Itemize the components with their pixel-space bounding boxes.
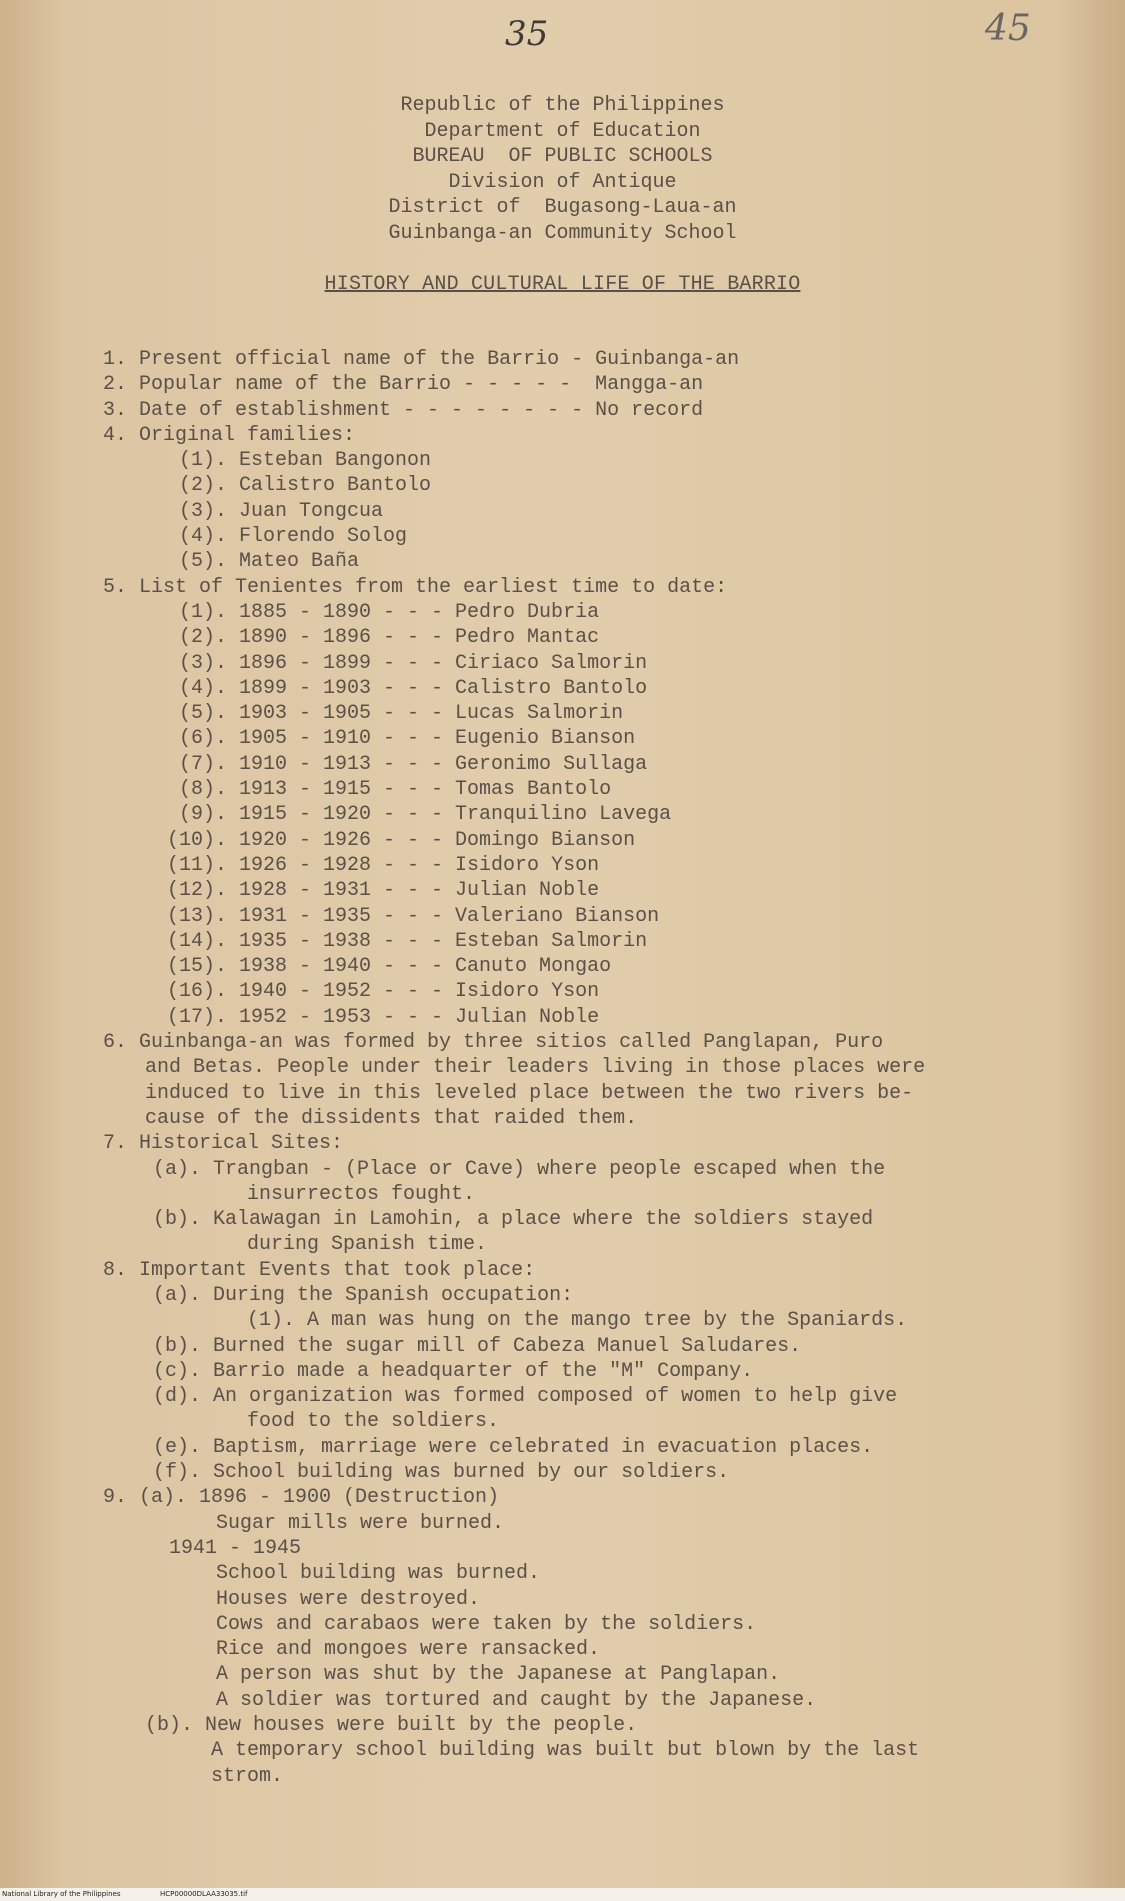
teniente-entry: (16). 1940 - 1952 - - - Isidoro Yson <box>167 980 600 1004</box>
destruction-entry: Rice and mongoes were ransacked. <box>216 1638 601 1662</box>
item-2: 2. Popular name of the Barrio - - - - - Mangga-an <box>103 373 704 397</box>
event-entry-continued: food to the soldiers. <box>247 1410 500 1434</box>
letterhead-line: Department of Education <box>424 119 701 143</box>
teniente-entry: (14). 1935 - 1938 - - - Esteban Salmorin <box>167 929 648 953</box>
teniente-entry: (11). 1926 - 1928 - - - Isidoro Yson <box>167 853 600 877</box>
teniente-entry: (13). 1931 - 1935 - - - Valeriano Bianson <box>167 904 660 928</box>
family-entry: (5). Mateo Baña <box>179 550 360 574</box>
event-entry: (b). Burned the sugar mill of Cabeza Manuel Saludares. <box>153 1334 802 1358</box>
item-8: 8. Important Events that took place: <box>103 1258 536 1282</box>
destruction-entry: Sugar mills were burned. <box>216 1511 505 1535</box>
teniente-entry: (6). 1905 - 1910 - - - Eugenio Bianson <box>179 727 636 751</box>
teniente-entry: (2). 1890 - 1896 - - - Pedro Mantac <box>179 626 600 650</box>
historical-site-continued: insurrectos fought. <box>247 1182 476 1206</box>
item-6: 6. Guinbanga-an was formed by three sitios called Panglapan, Puro <box>103 1031 884 1055</box>
event-entry: (c). Barrio made a headquarter of the "M" Company. <box>153 1359 754 1383</box>
teniente-entry: (8). 1913 - 1915 - - - Tomas Bantolo <box>179 778 612 802</box>
event-entry: (f). School building was burned by our soldiers. <box>153 1461 730 1485</box>
item-6-continued: cause of the dissidents that raided them. <box>145 1106 638 1130</box>
period-heading: 1941 - 1945 <box>169 1536 302 1560</box>
footer-filename: HCP00000DLAA33035.tif <box>160 1890 248 1898</box>
item-6-continued: and Betas. People under their leaders living in those places were <box>145 1056 926 1080</box>
scan-footer <box>0 1888 1125 1901</box>
document-body <box>103 347 1103 1789</box>
teniente-entry: (12). 1928 - 1931 - - - Julian Noble <box>167 879 600 903</box>
teniente-entry: (9). 1915 - 1920 - - - Tranquilino Lavega <box>179 803 672 827</box>
item-9: 9. (a). 1896 - 1900 (Destruction) <box>103 1486 500 1510</box>
rebuilding-entry-continued: A temporary school building was built but blown by the last <box>211 1739 920 1763</box>
teniente-entry: (17). 1952 - 1953 - - - Julian Noble <box>167 1005 600 1029</box>
footer-source: National Library of the Philippines <box>2 1890 121 1898</box>
family-entry: (1). Esteban Bangonon <box>179 449 432 473</box>
rebuilding-entry-continued: strom. <box>211 1764 284 1788</box>
letterhead-line: Republic of the Philippines <box>400 94 725 117</box>
destruction-entry: Houses were destroyed. <box>216 1587 481 1611</box>
document-title: HISTORY AND CULTURAL LIFE OF THE BARRIO <box>324 273 801 296</box>
destruction-entry: A soldier was tortured and caught by the Japanese. <box>216 1688 817 1712</box>
item-3: 3. Date of establishment - - - - - - - - No record <box>103 398 704 422</box>
destruction-entry: A person was shut by the Japanese at Panglapan. <box>216 1663 781 1687</box>
item-6-continued: induced to live in this leveled place between the two rivers be- <box>145 1081 914 1105</box>
family-entry: (3). Juan Tongcua <box>179 499 384 523</box>
letterhead-line: Division of Antique <box>448 170 677 194</box>
historical-site: (a). Trangban - (Place or Cave) where people escaped when the <box>153 1157 886 1181</box>
teniente-entry: (10). 1920 - 1926 - - - Domingo Bianson <box>167 828 636 852</box>
page-number-annotation: 35 <box>505 14 549 54</box>
teniente-entry: (4). 1899 - 1903 - - - Calistro Bantolo <box>179 676 648 700</box>
teniente-entry: (15). 1938 - 1940 - - - Canuto Mongao <box>167 955 612 979</box>
teniente-entry: (7). 1910 - 1913 - - - Geronimo Sullaga <box>179 752 648 776</box>
historical-site-continued: during Spanish time. <box>247 1233 488 1257</box>
historical-site: (b). Kalawagan in Lamohin, a place where the soldiers stayed <box>153 1208 874 1232</box>
folio-number-annotation: 45 <box>985 8 1031 49</box>
item-1: 1. Present official name of the Barrio - Guinbanga-an <box>103 348 740 371</box>
teniente-entry: (1). 1885 - 1890 - - - Pedro Dubria <box>179 600 600 624</box>
event-subentry: (1). A man was hung on the mango tree by the Spaniards. <box>247 1309 908 1333</box>
event-entry: (e). Baptism, marriage were celebrated in evacuation places. <box>153 1435 874 1459</box>
event-entry: (a). During the Spanish occupation: <box>153 1283 574 1307</box>
letterhead-line: BUREAU OF PUBLIC SCHOOLS <box>412 145 713 168</box>
destruction-entry: Cows and carabaos were taken by the soldiers. <box>216 1612 757 1636</box>
item-7: 7. Historical Sites: <box>103 1132 344 1156</box>
family-entry: (4). Florendo Solog <box>179 525 408 549</box>
item-4: 4. Original families: <box>103 423 356 447</box>
letterhead <box>0 93 1125 246</box>
item-5: 5. List of Tenientes from the earliest time to date: <box>103 575 728 599</box>
family-entry: (2). Calistro Bantolo <box>179 474 432 498</box>
letterhead-line: Guinbanga-an Community School <box>388 221 737 245</box>
teniente-entry: (3). 1896 - 1899 - - - Ciriaco Salmorin <box>179 651 648 675</box>
destruction-entry: School building was burned. <box>216 1562 541 1586</box>
letterhead-line: District of Bugasong-Laua-an <box>388 196 737 219</box>
rebuilding-entry: (b). New houses were built by the people. <box>145 1714 638 1738</box>
teniente-entry: (5). 1903 - 1905 - - - Lucas Salmorin <box>179 702 624 726</box>
event-entry: (d). An organization was formed composed of women to help give <box>153 1385 898 1409</box>
